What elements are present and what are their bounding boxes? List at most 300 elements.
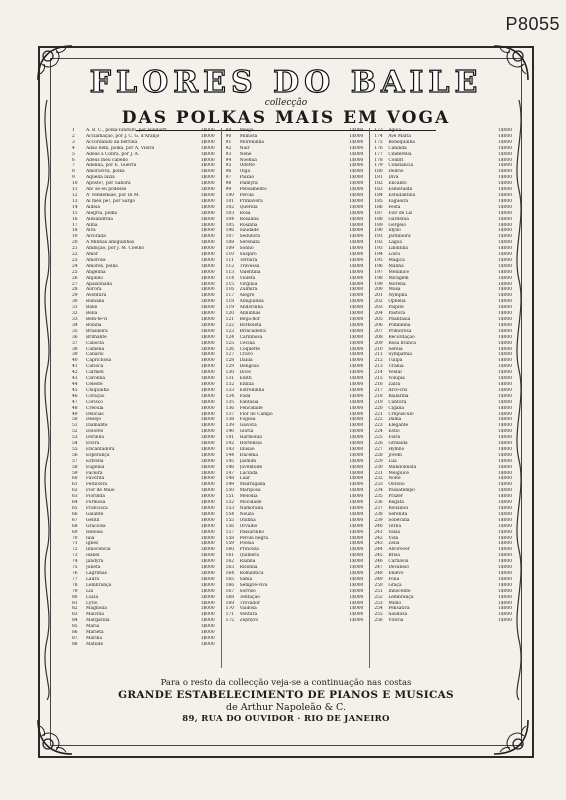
entry-title: Tentação: [239, 594, 260, 600]
entry-price: 1$000: [498, 139, 512, 145]
entry-num: 64: [72, 500, 78, 506]
entry-title: Grinalda: [388, 441, 408, 447]
entry-price: 1$000: [200, 635, 215, 641]
entry-title: Candida: [388, 145, 407, 151]
entry-price: 1$000: [349, 352, 364, 358]
vine-ornament-icon: [40, 100, 54, 700]
entry-price: 1$000: [498, 517, 512, 523]
entry-price: 1$000: [349, 269, 364, 275]
entry-price: 1$000: [498, 358, 512, 364]
entry-price: 1$000: [498, 506, 512, 511]
entry-title: Nenê: [239, 151, 252, 157]
entry-num: 140: [225, 429, 235, 435]
entry-title: Zaira: [388, 381, 401, 387]
entry-num: 34: [72, 322, 78, 328]
entry-price: 1$000: [200, 423, 215, 429]
entry-price: 1$000: [349, 263, 364, 269]
entry-num: 123: [225, 328, 235, 334]
entry-price: 1$000: [498, 423, 512, 429]
entry-price: 1$000: [349, 163, 364, 169]
entry-num: 166: [225, 582, 235, 588]
entry-title: Estrellinha: [239, 387, 265, 393]
entry-num: 165: [225, 576, 235, 582]
entry-title: Aposto!, por Sabora: [86, 181, 131, 187]
entry-title: Eugenia: [86, 464, 105, 470]
entry-price: 1$000: [349, 435, 364, 441]
entry-title: Fogosa: [239, 417, 256, 423]
entry-num: 37: [72, 340, 78, 346]
entry-num: 174: [374, 133, 383, 139]
entry-num: 204: [374, 311, 383, 317]
entry-num: 5: [72, 151, 75, 157]
entry-num: 191: [374, 234, 383, 240]
entry-price: 1$000: [498, 464, 512, 470]
entry-title: Carioca: [86, 364, 104, 370]
entry-title: Palmyra: [239, 181, 258, 187]
entry-title: Lucinda: [239, 470, 258, 476]
entry-num: 96: [225, 169, 232, 175]
entry-title: Lili: [86, 588, 94, 594]
entry-price: 1$000: [349, 145, 364, 151]
entry-num: 120: [225, 311, 235, 317]
entry-title: Cabocla: [86, 340, 104, 346]
entry-title: Celeste: [86, 381, 103, 387]
entry-title: Marieta: [86, 630, 104, 636]
entry-title: Ambição, por J. M. Coelho: [86, 246, 144, 252]
entry-title: Palpite: [388, 305, 404, 311]
entry-num: 145: [225, 458, 235, 464]
entry-title: Moreninha: [239, 139, 264, 145]
entry-title: Feiticeira: [86, 482, 108, 488]
entry-price: 1$000: [349, 523, 364, 529]
entry-price: 1$000: [349, 600, 364, 606]
entry-title: Juventude: [239, 464, 263, 470]
entry-num: 92: [225, 145, 232, 151]
catalog-listing: [72, 128, 512, 668]
entry-num: 46: [72, 393, 78, 399]
entry-title: Violeta: [239, 275, 256, 281]
entry-num: 78: [72, 582, 78, 588]
entry-title: Passarinho: [239, 529, 264, 535]
entry-title: Meiguice: [388, 470, 409, 476]
entry-price: 1$000: [200, 535, 215, 541]
entry-price: 1$000: [200, 299, 215, 305]
entry-num: 175: [374, 139, 383, 145]
entry-title: Dama: [388, 417, 402, 423]
entry-price: 1$000: [498, 446, 512, 452]
footer-note: Para o resto da collecção veja-se a continuação nas costas: [160, 678, 412, 688]
entry-title: Princeza: [239, 547, 259, 553]
entry-price: 1$000: [498, 228, 512, 234]
entry-title: Nympha: [388, 293, 408, 299]
entry-title: Baile: [86, 305, 98, 311]
entry-num: 246: [374, 559, 383, 565]
entry-price: 1$000: [200, 145, 215, 151]
entry-price: 1$000: [498, 263, 512, 269]
entry-price: 1$000: [498, 529, 512, 535]
entry-num: 76: [72, 570, 78, 576]
entry-price: 1$000: [498, 588, 512, 594]
entry-title: Vitoria: [388, 618, 404, 624]
entry-num: 110: [225, 252, 235, 258]
entry-price: 1$000: [349, 452, 364, 458]
entry-title: Elegante: [388, 423, 409, 429]
entry-price: 1$000: [498, 269, 512, 275]
entry-price: 1$000: [200, 128, 215, 133]
entry-title: Edith: [239, 376, 252, 382]
entry-price: 1$000: [349, 299, 364, 305]
entry-num: 196: [374, 263, 383, 269]
entry-price: 1$000: [498, 429, 512, 435]
entry-title: Anjinho: [86, 275, 104, 281]
entry-num: 116: [225, 287, 235, 293]
entry-title: Gardenia: [388, 216, 409, 222]
entry-price: 1$000: [200, 263, 215, 269]
entry-num: 10: [72, 181, 78, 187]
entry-price: 1$000: [498, 376, 512, 382]
entry-price: 1$000: [200, 252, 215, 258]
entry-price: 1$000: [200, 630, 215, 636]
entry-num: 107: [225, 234, 235, 240]
entry-price: 1$000: [200, 565, 215, 571]
entry-num: 141: [225, 435, 235, 441]
entry-price: 1$000: [498, 417, 512, 423]
entry-title: Andorinha: [239, 305, 263, 311]
vine-ornament-icon: [512, 100, 526, 700]
entry-num: 170: [225, 606, 235, 612]
entry-price: 1$000: [498, 163, 512, 169]
entry-price: 1$000: [349, 204, 364, 210]
entry-price: 1$000: [200, 547, 215, 553]
entry-num: 209: [374, 340, 383, 346]
entry-price: 1$000: [200, 494, 215, 500]
entry-price: 1$000: [200, 340, 215, 346]
entry-num: 137: [225, 411, 235, 417]
entry-num: 114: [225, 275, 235, 281]
entry-price: 1$000: [200, 553, 215, 559]
entry-title: Aguia: [388, 128, 402, 133]
entry-title: Ondina: [239, 517, 256, 523]
entry-title: Cravo: [239, 352, 253, 358]
entry-title: Folia: [388, 576, 400, 582]
entry-price: 1$000: [498, 559, 512, 565]
entry-num: 126: [225, 346, 235, 352]
entry-price: 1$000: [349, 317, 364, 322]
entry-price: 1$000: [349, 346, 364, 352]
entry-price: 1$000: [498, 441, 512, 447]
entry-num: 13: [72, 198, 78, 204]
entry-title: Lagrimas: [86, 570, 107, 576]
entry-title: Flor de Lis: [388, 210, 413, 216]
entry-price: 1$000: [498, 352, 512, 358]
entry-num: 38: [72, 346, 78, 352]
entry-title: Desejo: [86, 417, 101, 423]
entry-title: Trovador: [239, 600, 260, 606]
entry-price: 1$000: [498, 204, 512, 210]
entry-title: Adeus à Cobra, por J. A.: [86, 151, 140, 157]
entry-price: 1$000: [349, 429, 364, 435]
entry-num: 8: [72, 169, 75, 175]
entry-title: Ave Maria: [388, 133, 412, 139]
entry-title: Borboleta: [239, 322, 262, 328]
entry-price: 1$000: [498, 364, 512, 370]
entry-num: 54: [72, 441, 78, 447]
entry-title: Amor: [86, 252, 99, 258]
entry-price: 1$000: [349, 553, 364, 559]
entry-num: 205: [374, 317, 383, 322]
entry-price: 1$000: [349, 192, 364, 198]
entry-price: 1$000: [498, 157, 512, 163]
entry-num: 2: [72, 133, 75, 139]
entry-title: Romantica: [239, 570, 264, 576]
entry-num: 190: [374, 228, 383, 234]
entry-num: 250: [374, 582, 383, 588]
entry-num: 77: [72, 576, 78, 582]
entry-price: 1$000: [498, 299, 512, 305]
entry-price: 1$000: [200, 452, 215, 458]
entry-price: 1$000: [200, 311, 215, 317]
entry-title: Flora: [388, 435, 401, 441]
entry-price: 1$000: [349, 423, 364, 429]
entry-num: 18: [72, 228, 78, 234]
entry-price: 1$000: [200, 618, 215, 624]
entry-price: 1$000: [200, 429, 215, 435]
entry-num: 212: [374, 358, 383, 364]
entry-title: Idylio: [388, 228, 401, 234]
entry-num: 19: [72, 234, 78, 240]
entry-price: 1$000: [349, 535, 364, 541]
entry-price: 1$000: [498, 317, 512, 322]
entry-title: Hortensia: [239, 441, 262, 447]
entry-num: 234: [374, 488, 383, 494]
entry-num: 81: [72, 600, 78, 606]
listing-column: [72, 128, 215, 668]
entry-num: 121: [225, 317, 235, 322]
entry-price: 1$000: [349, 376, 364, 382]
entry-price: 1$000: [349, 322, 364, 328]
entry-num: 240: [374, 523, 383, 529]
entry-title: Festa: [388, 204, 401, 210]
entry-title: Sabiá: [239, 576, 253, 582]
entry-num: 144: [225, 452, 235, 458]
entry-title: Brilhante: [86, 334, 107, 340]
entry-num: 134: [225, 393, 235, 399]
entry-price: 1$000: [498, 570, 512, 576]
entry-title: Alexandrina: [86, 216, 113, 222]
entry-price: 1$000: [349, 411, 364, 417]
entry-num: 185: [374, 198, 383, 204]
entry-num: 243: [374, 541, 383, 547]
entry-price: 1$000: [200, 476, 215, 482]
entry-price: 1$000: [200, 364, 215, 370]
entry-price: 1$000: [200, 458, 215, 464]
entry-title: Vaidosa: [239, 606, 257, 612]
entry-title: Rouxinol: [388, 506, 408, 511]
entry-num: 248: [374, 570, 383, 576]
entry-title: Travessa: [239, 263, 260, 269]
entry-title: Dorinha: [86, 435, 104, 441]
entry-num: 249: [374, 576, 383, 582]
entry-title: Lua: [388, 458, 397, 464]
entry-price: 1$000: [349, 328, 364, 334]
entry-num: 16: [72, 216, 78, 222]
entry-title: Morena: [388, 281, 406, 287]
entry-price: 1$000: [349, 340, 364, 346]
entry-num: 242: [374, 535, 383, 541]
entry-title: Francisca: [86, 506, 108, 511]
entry-num: 80: [72, 594, 78, 600]
entry-num: 111: [225, 257, 235, 263]
entry-price: 1$000: [200, 210, 215, 216]
entry-title: Encanto: [388, 181, 407, 187]
entry-num: 29: [72, 293, 78, 299]
entry-num: 49: [72, 411, 78, 417]
entry-num: 118: [225, 299, 235, 305]
entry-title: Estio: [388, 429, 400, 435]
entry-num: 131: [225, 376, 235, 382]
entry-num: 55: [72, 446, 78, 452]
entry-price: 1$000: [349, 275, 364, 281]
entry-num: 33: [72, 317, 78, 322]
entry-title: Ignez: [86, 541, 99, 547]
entry-title: Dengosa: [239, 364, 259, 370]
entry-price: 1$000: [200, 500, 215, 506]
entry-title: Favorita: [86, 476, 105, 482]
entry-title: Noemia: [239, 157, 257, 163]
entry-num: 6: [72, 157, 75, 163]
entry-title: Encantadora: [86, 446, 115, 452]
entry-num: 256: [374, 618, 383, 624]
entry-price: 1$000: [200, 446, 215, 452]
entry-price: 1$000: [349, 565, 364, 571]
entry-num: 9: [72, 175, 75, 181]
entry-num: 50: [72, 417, 78, 423]
entry-price: 1$000: [498, 311, 512, 317]
entry-title: Regata: [388, 500, 405, 506]
entry-num: 172: [225, 618, 235, 624]
entry-num: 186: [374, 204, 383, 210]
entry-title: Diva: [388, 175, 399, 181]
entry-price: 1$000: [498, 328, 512, 334]
entry-title: Vestal: [388, 370, 402, 376]
entry-num: 103: [225, 210, 235, 216]
entry-num: 171: [225, 612, 235, 618]
entry-num: 4: [72, 145, 75, 151]
entry-price: 1$000: [349, 287, 364, 293]
entry-title: A' vendemiae, por Di M.: [86, 192, 140, 198]
listing-column: [369, 128, 512, 668]
entry-num: 72: [72, 547, 78, 553]
entry-num: 237: [374, 506, 383, 511]
entry-title: Amorosa: [86, 257, 106, 263]
entry-num: 208: [374, 334, 383, 340]
entry-title: Prazer: [388, 494, 404, 500]
entry-num: 182: [374, 181, 383, 187]
entry-num: 3: [72, 139, 75, 145]
listing-column: [221, 128, 364, 668]
entry-num: 130: [225, 370, 235, 376]
entry-num: 52: [72, 429, 78, 435]
entry-num: 154: [225, 511, 235, 517]
entry-num: 68: [72, 523, 78, 529]
entry-title: Margarida: [86, 618, 110, 624]
entry-price: 1$000: [349, 517, 364, 523]
entry-title: Hymno: [388, 446, 405, 452]
entry-num: 128: [225, 358, 235, 364]
entry-num: 173: [374, 128, 383, 133]
entry-num: 42: [72, 370, 78, 376]
entry-price: 1$000: [498, 192, 512, 198]
entry-title: Manhã: [388, 263, 404, 269]
catalog-id: P8055: [505, 14, 560, 34]
entry-price: 1$000: [200, 624, 215, 630]
entry-price: 1$000: [349, 169, 364, 175]
entry-title: Devaneio: [388, 565, 410, 571]
entry-num: 161: [225, 553, 235, 559]
entry-price: 1$000: [200, 287, 215, 293]
entry-num: 193: [374, 246, 383, 252]
entry-title: Terna: [388, 523, 402, 529]
entry-price: 1$000: [498, 169, 512, 175]
entry-num: 45: [72, 387, 78, 393]
entry-title: Flor do Campo: [239, 411, 273, 417]
entry-title: Tulipa: [388, 358, 403, 364]
entry-price: 1$000: [200, 506, 215, 511]
entry-num: 48: [72, 405, 78, 411]
entry-price: 1$000: [200, 352, 215, 358]
entry-price: 1$000: [200, 317, 215, 322]
entry-num: 163: [225, 565, 235, 571]
entry-num: 255: [374, 612, 383, 618]
entry-num: 181: [374, 175, 383, 181]
entry-price: 1$000: [200, 346, 215, 352]
entry-price: 1$000: [200, 305, 215, 311]
entry-num: 11: [72, 187, 78, 193]
entry-num: 139: [225, 423, 235, 429]
entry-price: 1$000: [349, 559, 364, 565]
entry-price: 1$000: [200, 511, 215, 517]
entry-title: Gentil: [86, 517, 100, 523]
entry-title: Mocidade: [239, 500, 262, 506]
entry-price: 1$000: [498, 600, 512, 606]
entry-price: 1$000: [498, 240, 512, 246]
entry-title: Sorriso: [239, 588, 256, 594]
entry-title: Pastora: [388, 311, 406, 317]
entry-price: 1$000: [200, 405, 215, 411]
entry-num: 192: [374, 240, 383, 246]
entry-title: Ternura: [239, 257, 258, 263]
entry-title: Bonina: [86, 322, 102, 328]
entry-price: 1$000: [498, 305, 512, 311]
entry-title: Esmeralda: [388, 187, 413, 193]
entry-price: 1$000: [498, 582, 512, 588]
entry-title: Madrugada: [239, 482, 266, 488]
entry-title: Delicias: [86, 411, 104, 417]
entry-price: 1$000: [498, 523, 512, 529]
entry-num: 149: [225, 482, 235, 488]
entry-num: 43: [72, 376, 78, 382]
entry-price: 1$000: [498, 606, 512, 612]
entry-num: 160: [225, 547, 235, 553]
entry-title: Noite: [388, 476, 401, 482]
entry-title: Bonequinha: [388, 139, 415, 145]
entry-num: 162: [225, 559, 235, 565]
entry-num: 39: [72, 352, 78, 358]
entry-title: Anninhas: [239, 311, 261, 317]
entry-title: Gaivota: [239, 423, 257, 429]
entry-num: 69: [72, 529, 78, 535]
entry-num: 75: [72, 565, 78, 571]
